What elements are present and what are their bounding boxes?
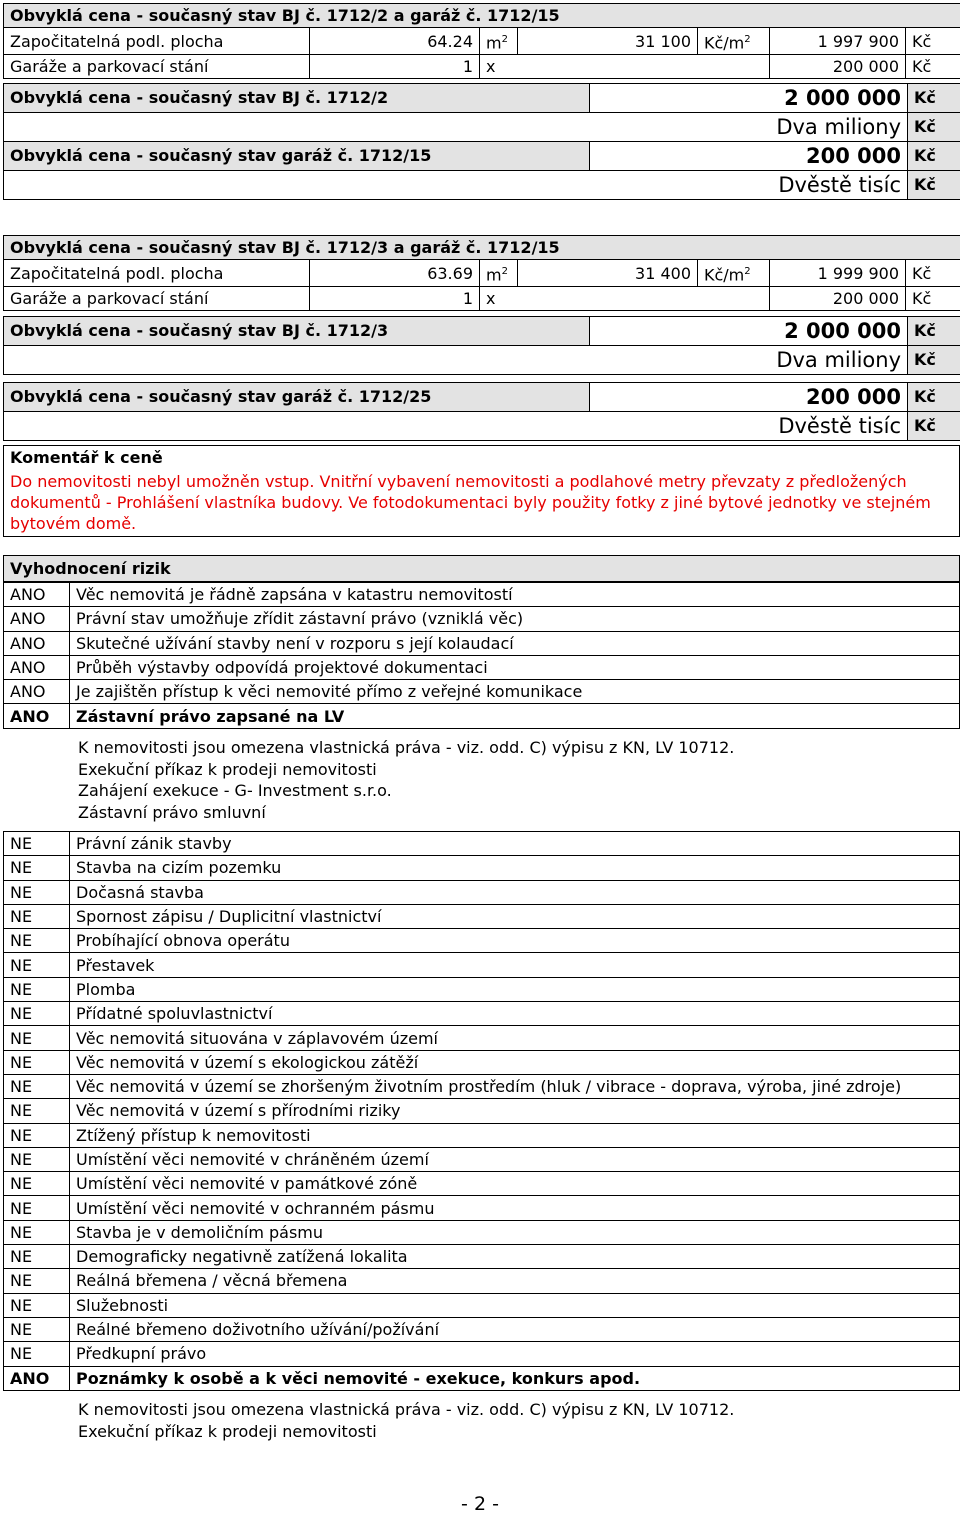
risk-text: Reálná břemena / věcná břemena	[70, 1269, 960, 1293]
risk-row	[4, 953, 960, 977]
risk-answer: ANO	[4, 655, 70, 679]
risk-table-2	[3, 831, 960, 1391]
risk-answer: NE	[4, 1245, 70, 1269]
note-line: Exekuční příkaz k prodeji nemovitosti	[78, 759, 377, 779]
risk-text: Průběh výstavby odpovídá projektové dokumentaci	[70, 655, 960, 679]
risk-answer: ANO	[4, 704, 70, 728]
risk-text: Umístění věci nemovité v ochranném pásmu	[70, 1196, 960, 1220]
risk-row	[4, 1293, 960, 1317]
table-row: Započitatelná podl. plocha 63.69 $m^2$ 31 400 $Kč/m^2$ 1 999 900 Kč	[4, 260, 960, 287]
risk-answer: NE	[4, 1172, 70, 1196]
risk-text: Je zajištěn přístup k věci nemovité přímo z veřejné komunikace	[70, 680, 960, 704]
risk-row	[4, 1366, 960, 1390]
risk-answer: NE	[4, 1220, 70, 1244]
risk-answer: NE	[4, 1293, 70, 1317]
table-row: Započitatelná podl. plocha 64.24 $m^2$ 31 100 $Kč/m^2$ 1 997 900 Kč	[4, 28, 960, 55]
risk-text: Umístění věci nemovité v chráněném území	[70, 1147, 960, 1171]
risk-answer: NE	[4, 1099, 70, 1123]
risk-answer: NE	[4, 832, 70, 856]
risk-row	[4, 880, 960, 904]
risk-group-2	[3, 831, 960, 1391]
risk-answer: NE	[4, 1123, 70, 1147]
risk-text: Probíhající obnova operátu	[70, 929, 960, 953]
summary-section-2a	[3, 316, 960, 375]
risk-answer: NE	[4, 1147, 70, 1171]
risk-text: Reálné břemeno doživotního užívání/požívání	[70, 1317, 960, 1341]
risk-answer: NE	[4, 977, 70, 1001]
risk-text: Právní zánik stavby	[70, 832, 960, 856]
risk-group-1	[3, 582, 960, 729]
risk-text: Stavba je v demoličním pásmu	[70, 1220, 960, 1244]
risk-answer: NE	[4, 1196, 70, 1220]
risk-row	[4, 1099, 960, 1123]
risk-answer: NE	[4, 1050, 70, 1074]
risk-row	[4, 680, 960, 704]
table-row: Garáže a parkovací stání 1 x 200 000 Kč	[4, 55, 960, 79]
note-line: Exekuční příkaz k prodeji nemovitosti	[78, 1421, 377, 1441]
risk-row	[4, 1269, 960, 1293]
risk-answer: NE	[4, 856, 70, 880]
risk-answer: NE	[4, 1074, 70, 1098]
risk-row	[4, 1147, 960, 1171]
risk-title: Vyhodnocení rizik	[4, 556, 960, 582]
summary-section-1	[3, 83, 960, 200]
risk-text: Stavba na cizím pozemku	[70, 856, 960, 880]
risk-text: Umístění věci nemovité v památkové zóně	[70, 1172, 960, 1196]
risk-answer: ANO	[4, 680, 70, 704]
risk-section-header	[3, 555, 960, 582]
risk-text: Přestavek	[70, 953, 960, 977]
price-comment	[3, 445, 960, 537]
risk-row	[4, 607, 960, 631]
price-table-1	[3, 3, 960, 79]
risk-answer: ANO	[4, 607, 70, 631]
note-line: K nemovitosti jsou omezena vlastnická práva - viz. odd. C) výpisu z KN, LV 10712.	[78, 738, 735, 757]
risk-row	[4, 1220, 960, 1244]
risk-text: Spornost zápisu / Duplicitní vlastnictví	[70, 904, 960, 928]
risk-text: Věc nemovitá v území s přírodními riziky	[70, 1099, 960, 1123]
risk-row	[4, 655, 960, 679]
page-number: - 2 -	[461, 1493, 499, 1515]
risk-text: Věc nemovitá v území s ekologickou zátěží	[70, 1050, 960, 1074]
price-section-1	[3, 3, 960, 79]
risk-text: Věc nemovitá situována v záplavovém území	[70, 1026, 960, 1050]
risk-text: Dočasná stavba	[70, 880, 960, 904]
risk-note-1	[0, 737, 960, 823]
risk-row	[4, 856, 960, 880]
risk-row	[4, 1317, 960, 1341]
comment-table	[3, 445, 960, 537]
risk-text: Poznámky k osobě a k věci nemovité - exekuce, konkurs apod.	[70, 1366, 960, 1390]
price-table-2	[3, 235, 960, 311]
risk-row	[4, 1123, 960, 1147]
risk-row	[4, 977, 960, 1001]
risk-text: Věc nemovitá v území se zhoršeným životním prostředím (hluk / vibrace - doprava, výroba, jiné zdroje)	[70, 1074, 960, 1098]
risk-table-1	[3, 582, 960, 729]
risk-row	[4, 1245, 960, 1269]
risk-row	[4, 1026, 960, 1050]
risk-note-2	[0, 1399, 960, 1442]
risk-text: Zástavní právo zapsané na LV	[70, 704, 960, 728]
risk-row	[4, 1002, 960, 1026]
risk-answer: NE	[4, 1269, 70, 1293]
note-line: Zástavní právo smluvní	[78, 802, 266, 822]
note-line: Zahájení exekuce - G- Investment s.r.o.	[78, 781, 392, 800]
risk-row	[4, 1196, 960, 1220]
risk-answer: NE	[4, 1026, 70, 1050]
summary-table-2a: Obvyklá cena - současný stav BJ č. 1712/3 2 000 000 Kč Dva miliony Kč	[3, 316, 960, 375]
risk-answer: NE	[4, 929, 70, 953]
table-row: Garáže a parkovací stání 1 x 200 000 Kč	[4, 287, 960, 311]
risk-row	[4, 904, 960, 928]
comment-text: Do nemovitosti nebyl umožněn vstup. Vnitřní vybavení nemovitosti a podlahové metry převzaty z předložených dokumentů - Prohlášení vlastníka budovy. Ve fotodokumentaci byly použity fotky z jiné bytové jednotky ve stejném bytovém domě.	[4, 469, 960, 537]
summary-table-2b: Obvyklá cena - současný stav garáž č. 1712/25 200 000 Kč Dvěstě tisíc Kč	[3, 382, 960, 441]
risk-row	[4, 1074, 960, 1098]
risk-row	[4, 1050, 960, 1074]
risk-row	[4, 631, 960, 655]
risk-text: Demograficky negativně zatížená lokalita	[70, 1245, 960, 1269]
risk-answer: ANO	[4, 583, 70, 607]
price-section-2	[3, 235, 960, 311]
note-line: K nemovitosti jsou omezena vlastnická práva - viz. odd. C) výpisu z KN, LV 10712.	[78, 1400, 735, 1419]
section-title: Obvyklá cena - současný stav BJ č. 1712/2 a garáž č. 1712/15	[4, 4, 960, 28]
risk-answer: NE	[4, 1317, 70, 1341]
risk-answer: NE	[4, 1342, 70, 1366]
summary-table-1: Obvyklá cena - současný stav BJ č. 1712/2 2 000 000 Kč Dva miliony Kč Obvyklá cena - současný stav garáž č. 1712/15 200 000 Kč Dvěstě tisíc Kč	[3, 83, 960, 200]
risk-row	[4, 704, 960, 728]
risk-text: Věc nemovitá je řádně zapsána v katastru nemovitostí	[70, 583, 960, 607]
section-title: Obvyklá cena - současný stav BJ č. 1712/3 a garáž č. 1712/15	[4, 236, 960, 260]
risk-answer: NE	[4, 1002, 70, 1026]
risk-text: Plomba	[70, 977, 960, 1001]
risk-text: Právní stav umožňuje zřídit zástavní právo (vzniklá věc)	[70, 607, 960, 631]
risk-text: Ztížený přístup k nemovitosti	[70, 1123, 960, 1147]
risk-answer: NE	[4, 904, 70, 928]
risk-text: Skutečné užívání stavby není v rozporu s její kolaudací	[70, 631, 960, 655]
risk-text: Předkupní právo	[70, 1342, 960, 1366]
risk-row	[4, 1342, 960, 1366]
risk-answer: NE	[4, 880, 70, 904]
risk-row	[4, 929, 960, 953]
risk-row	[4, 1172, 960, 1196]
comment-title: Komentář k ceně	[4, 446, 960, 470]
risk-text: Služebnosti	[70, 1293, 960, 1317]
risk-answer: NE	[4, 953, 70, 977]
risk-answer: ANO	[4, 1366, 70, 1390]
risk-text: Přídatné spoluvlastnictví	[70, 1002, 960, 1026]
risk-answer: ANO	[4, 631, 70, 655]
risk-row	[4, 832, 960, 856]
summary-section-2b	[3, 382, 960, 441]
risk-row	[4, 583, 960, 607]
